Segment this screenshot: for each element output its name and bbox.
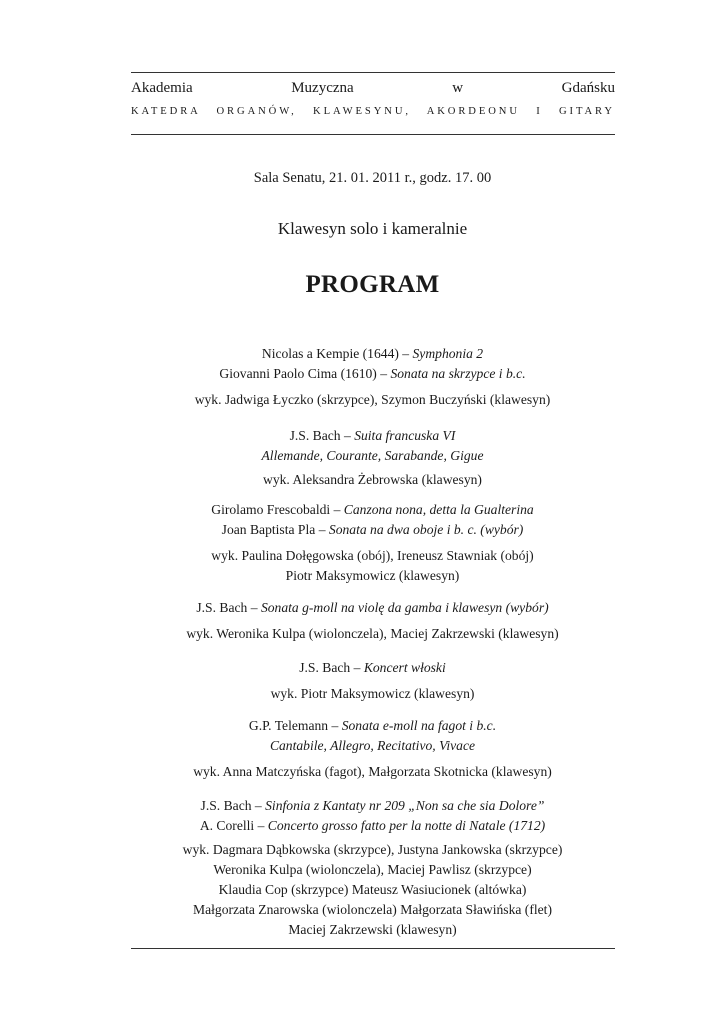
composer-name: Giovanni Paolo Cima (1610) –: [219, 366, 391, 381]
composer-name: Girolamo Frescobaldi –: [211, 502, 344, 517]
program-work: [80, 426, 665, 446]
venue-date-line: Sala Senatu, 21. 01. 2011 r., godz. 17. 00: [253, 170, 492, 186]
performers-line: Maciej Zakrzewski (klawesyn): [288, 922, 457, 937]
performers-line: Weronika Kulpa (wiolonczela), Maciej Pawlisz (skrzypce): [213, 862, 532, 877]
piece-title: Symphonia 2: [412, 346, 484, 361]
composer-name: J.S. Bach –: [289, 428, 355, 443]
program-work: [80, 716, 665, 736]
composer-name: J.S. Bach –: [200, 798, 266, 813]
performers-line: wyk. Jadwiga Łyczko (skrzypce), Szymon Buczyński (klawesyn): [194, 392, 551, 407]
program-work: [80, 816, 665, 836]
performers-line: wyk. Dagmara Dąbkowska (skrzypce), Justyna Jankowska (skrzypce): [182, 842, 563, 857]
composer-name: Joan Baptista Pla –: [221, 522, 329, 537]
program-work: [80, 520, 665, 540]
performers-line: Małgorzata Znarowska (wiolonczela) Małgorzata Sławińska (flet): [193, 902, 552, 917]
composer-name: A. Corelli –: [199, 818, 268, 833]
institution-word: w: [452, 80, 464, 96]
department-name: KATEDRA ORGANÓW, KLAWESYNU, AKORDEONU I GITARY: [131, 106, 615, 117]
composer-name: Nicolas a Kempie (1644) –: [261, 346, 413, 361]
piece-title: Sonata na skrzypce i b.c.: [390, 366, 526, 381]
program-work: [80, 598, 665, 618]
piece-title: Sinfonia z Kantaty nr 209 „Non sa che sia Dolore”: [265, 798, 545, 813]
composer-name: J.S. Bach –: [196, 600, 261, 615]
composer-name: J.S. Bach –: [299, 660, 364, 675]
program-work: [80, 736, 665, 756]
bottom-rule: [131, 948, 615, 949]
performers-line: wyk. Aleksandra Żebrowska (klawesyn): [263, 472, 482, 487]
header-rule: [131, 134, 615, 135]
institution-word: Gdańsku: [561, 80, 615, 96]
piece-title: Suita francuska VI: [354, 428, 456, 443]
piece-title: Concerto grosso fatto per la notte di Natale (1712): [267, 818, 546, 833]
piece-title: Canzona nona, detta la Gualterina: [343, 502, 534, 517]
program-work: [80, 796, 665, 816]
institution-word: Muzyczna: [291, 80, 354, 96]
piece-title: Allemande, Courante, Sarabande, Gigue: [261, 448, 484, 463]
performers-line: Klaudia Cop (skrzypce) Mateusz Wasiucionek (altówka): [218, 882, 527, 897]
piece-title: Koncert włoski: [363, 660, 446, 675]
composer-name: G.P. Telemann –: [248, 718, 342, 733]
performers-line: wyk. Paulina Dołęgowska (obój), Ireneusz Stawniak (obój): [211, 548, 534, 563]
institution-name: [131, 78, 615, 98]
performers-line: wyk. Anna Matczyńska (fagot), Małgorzata Skotnicka (klawesyn): [193, 764, 552, 779]
piece-title: Cantabile, Allegro, Recitativo, Vivace: [269, 738, 476, 753]
program-work: [80, 446, 665, 466]
performers-line: wyk. Weronika Kulpa (wiolonczela), Maciej Zakrzewski (klawesyn): [186, 626, 559, 641]
top-rule: [131, 72, 615, 73]
program-work: [80, 500, 665, 520]
piece-title: Sonata na dwa oboje i b. c. (wybór): [328, 522, 524, 537]
performers-line: Piotr Maksymowicz (klawesyn): [285, 568, 460, 583]
page-title: PROGRAM: [305, 271, 440, 298]
piece-title: Sonata e-moll na fagot i b.c.: [341, 718, 497, 733]
program-work: [80, 658, 665, 678]
concert-subtitle: Klawesyn solo i kameralnie: [277, 219, 468, 238]
performers-line: wyk. Piotr Maksymowicz (klawesyn): [270, 686, 475, 701]
program-work: [80, 364, 665, 384]
piece-title: Sonata g-moll na violę da gamba i klawesyn (wybór): [260, 600, 549, 615]
program-work: [80, 344, 665, 364]
institution-word: Akademia: [131, 80, 193, 96]
